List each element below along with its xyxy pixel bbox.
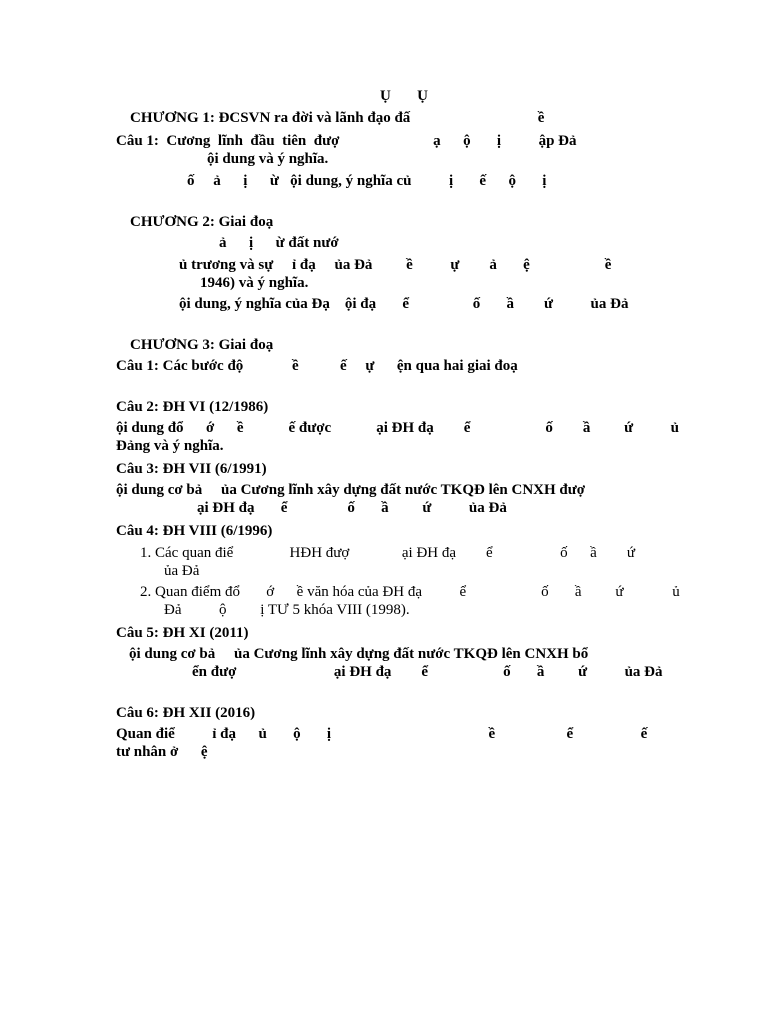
- chapter-1-question-1-line-3: ố ả ị ừ ội dung, ý nghĩa củ ị ế ộ ị: [187, 173, 547, 189]
- question-6-title: Câu 6: ĐH XII (2016): [116, 705, 256, 721]
- question-6-line-1: Quan điể ỉ đạ ủ ộ ị ề ể ế: [116, 726, 648, 742]
- question-3-line-2: ại ĐH đạ ể ố ầ ứ ủa Đả: [197, 500, 507, 516]
- question-3-line-1: ội dung cơ bả ủa Cương lĩnh xây dựng đất nước TKQĐ lên CNXH đượ: [116, 482, 586, 498]
- question-4-title: Câu 4: ĐH VIII (6/1996): [116, 523, 273, 539]
- question-2-title: Câu 2: ĐH VI (12/1986): [116, 399, 269, 415]
- chapter-1-question-1-line-1: Câu 1: Cương lĩnh đầu tiên đượ ạ ộ ị ập Đả: [116, 133, 577, 149]
- chapter-3-heading: CHƯƠNG 3: Giai đoạ: [130, 337, 274, 353]
- question-5-line-2: ển đượ ại ĐH đạ ể ố ầ ứ ủa Đả: [192, 664, 663, 680]
- question-5-line-1: ội dung cơ bả ủa Cương lĩnh xây dựng đất nước TKQĐ lên CNXH bổ: [129, 646, 589, 662]
- question-4-item-2-line-2: Đả ộ ị TƯ 5 khóa VIII (1998).: [164, 602, 410, 618]
- question-4-item-2-line-1: 2. Quan điểm đổ ớ ề văn hóa của ĐH đạ ể ố ầ ứ ủ: [140, 584, 680, 600]
- chapter-2-line-4: ội dung, ý nghĩa của Đạ ội đạ ể ố ầ ứ ủa Đả: [179, 296, 629, 312]
- chapter-3-question-1: Câu 1: Các bước độ ề ế ự ện qua hai giai đoạ: [116, 358, 518, 374]
- question-3-title: Câu 3: ĐH VII (6/1991): [116, 461, 267, 477]
- question-2-line-1: ội dung đổ ớ ề ế được ại ĐH đạ ể ố ầ ứ ủ: [116, 420, 679, 436]
- question-4-item-1-line-2: ủa Đả: [164, 563, 200, 579]
- question-5-title: Câu 5: ĐH XI (2011): [116, 625, 249, 641]
- question-6-line-2: tư nhân ở ệ: [116, 744, 208, 760]
- chapter-2-line-2: ủ trương và sự ỉ đạ ủa Đả ề ự ả ệ ề: [179, 257, 612, 273]
- question-4-item-1-line-1: 1. Các quan điể HĐH đượ ại ĐH đạ ể ố ầ ứ: [140, 545, 635, 561]
- chapter-2-line-1: ả ị ừ đất nướ: [219, 235, 339, 251]
- chapter-1-question-1-line-2: ội dung và ý nghĩa.: [207, 151, 329, 167]
- question-2-line-2: Đảng và ý nghĩa.: [116, 438, 224, 454]
- chapter-1-heading: CHƯƠNG 1: ĐCSVN ra đời và lãnh đạo đấ ề: [130, 110, 545, 126]
- chapter-2-line-3: 1946) và ý nghĩa.: [200, 275, 309, 291]
- chapter-2-heading: CHƯƠNG 2: Giai đoạ: [130, 214, 274, 230]
- page-title: Ụ Ụ: [380, 88, 428, 104]
